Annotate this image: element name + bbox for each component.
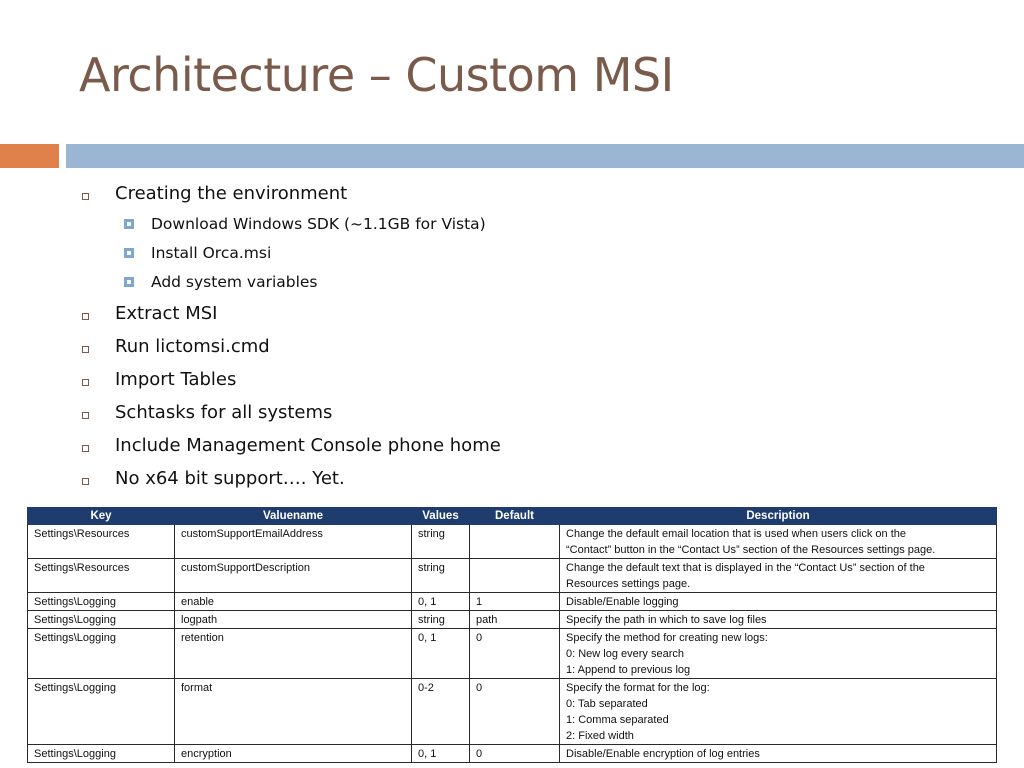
cell-values: string — [412, 525, 470, 559]
square-bullet-icon — [82, 478, 89, 485]
cell-default — [470, 525, 560, 559]
sub-bullet-item: Add system variables — [151, 273, 318, 291]
square-bullet-icon — [82, 445, 89, 452]
cell-valuename: logpath — [175, 611, 412, 629]
table-row — [28, 679, 997, 745]
cell-key: Settings\Logging — [28, 745, 175, 763]
cell-values: string — [412, 611, 470, 629]
cell-default: 0 — [470, 679, 560, 745]
square-sub-bullet-icon — [124, 219, 134, 229]
table-row — [28, 745, 997, 763]
square-bullet-icon — [82, 193, 89, 200]
cell-description: Specify the format for the log: 0: Tab separated 1: Comma separated 2: Fixed width — [560, 679, 997, 745]
cell-values: 0, 1 — [412, 745, 470, 763]
cell-key: Settings\Logging — [28, 611, 175, 629]
cell-description: Disable/Enable logging — [560, 593, 997, 611]
bullet-item: Creating the environment — [115, 183, 348, 204]
table-row — [28, 593, 997, 611]
registry-settings-table — [27, 507, 997, 763]
bullet-item: Run lictomsi.cmd — [115, 336, 270, 357]
table-row — [28, 629, 997, 679]
column-header-default: Default — [470, 508, 560, 525]
cell-valuename: format — [175, 679, 412, 745]
cell-default: 0 — [470, 745, 560, 763]
bullet-item: Include Management Console phone home — [115, 435, 501, 456]
cell-key: Settings\Logging — [28, 679, 175, 745]
square-sub-bullet-icon — [124, 277, 134, 287]
table-row — [28, 611, 997, 629]
slide-title: Architecture – Custom MSI — [79, 48, 674, 102]
bullet-item: Schtasks for all systems — [115, 402, 333, 423]
square-bullet-icon — [82, 412, 89, 419]
cell-valuename: enable — [175, 593, 412, 611]
cell-values: 0, 1 — [412, 629, 470, 679]
cell-description: Change the default text that is displayed in the “Contact Us” section of the Resources settings page. — [560, 559, 997, 593]
cell-valuename: retention — [175, 629, 412, 679]
cell-description: Change the default email location that is used when users click on the “Contact” button in the “Contact Us” section of the Resources settings page. — [560, 525, 997, 559]
cell-default — [470, 559, 560, 593]
table-header-row — [28, 508, 997, 525]
cell-key: Settings\Resources — [28, 559, 175, 593]
square-bullet-icon — [82, 313, 89, 320]
cell-valuename: customSupportEmailAddress — [175, 525, 412, 559]
column-header-valuename: Valuename — [175, 508, 412, 525]
square-bullet-icon — [82, 346, 89, 353]
cell-values: string — [412, 559, 470, 593]
table-row — [28, 559, 997, 593]
cell-default: 0 — [470, 629, 560, 679]
column-header-key: Key — [28, 508, 175, 525]
sub-bullet-item: Download Windows SDK (~1.1GB for Vista) — [151, 215, 486, 233]
table-row — [28, 525, 997, 559]
cell-key: Settings\Resources — [28, 525, 175, 559]
square-sub-bullet-icon — [124, 248, 134, 258]
bullet-item: Import Tables — [115, 369, 237, 390]
cell-values: 0, 1 — [412, 593, 470, 611]
bullet-item: No x64 bit support…. Yet. — [115, 468, 345, 489]
cell-description: Specify the method for creating new logs: 0: New log every search 1: Append to previous log — [560, 629, 997, 679]
cell-description: Disable/Enable encryption of log entries — [560, 745, 997, 763]
square-bullet-icon — [82, 379, 89, 386]
bullet-item: Extract MSI — [115, 303, 218, 324]
cell-valuename: encryption — [175, 745, 412, 763]
cell-default: 1 — [470, 593, 560, 611]
cell-default: path — [470, 611, 560, 629]
sub-bullet-item: Install Orca.msi — [151, 244, 272, 262]
cell-key: Settings\Logging — [28, 629, 175, 679]
cell-key: Settings\Logging — [28, 593, 175, 611]
column-header-description: Description — [560, 508, 997, 525]
cell-valuename: customSupportDescription — [175, 559, 412, 593]
column-header-values: Values — [412, 508, 470, 525]
cell-description: Specify the path in which to save log files — [560, 611, 997, 629]
cell-values: 0-2 — [412, 679, 470, 745]
